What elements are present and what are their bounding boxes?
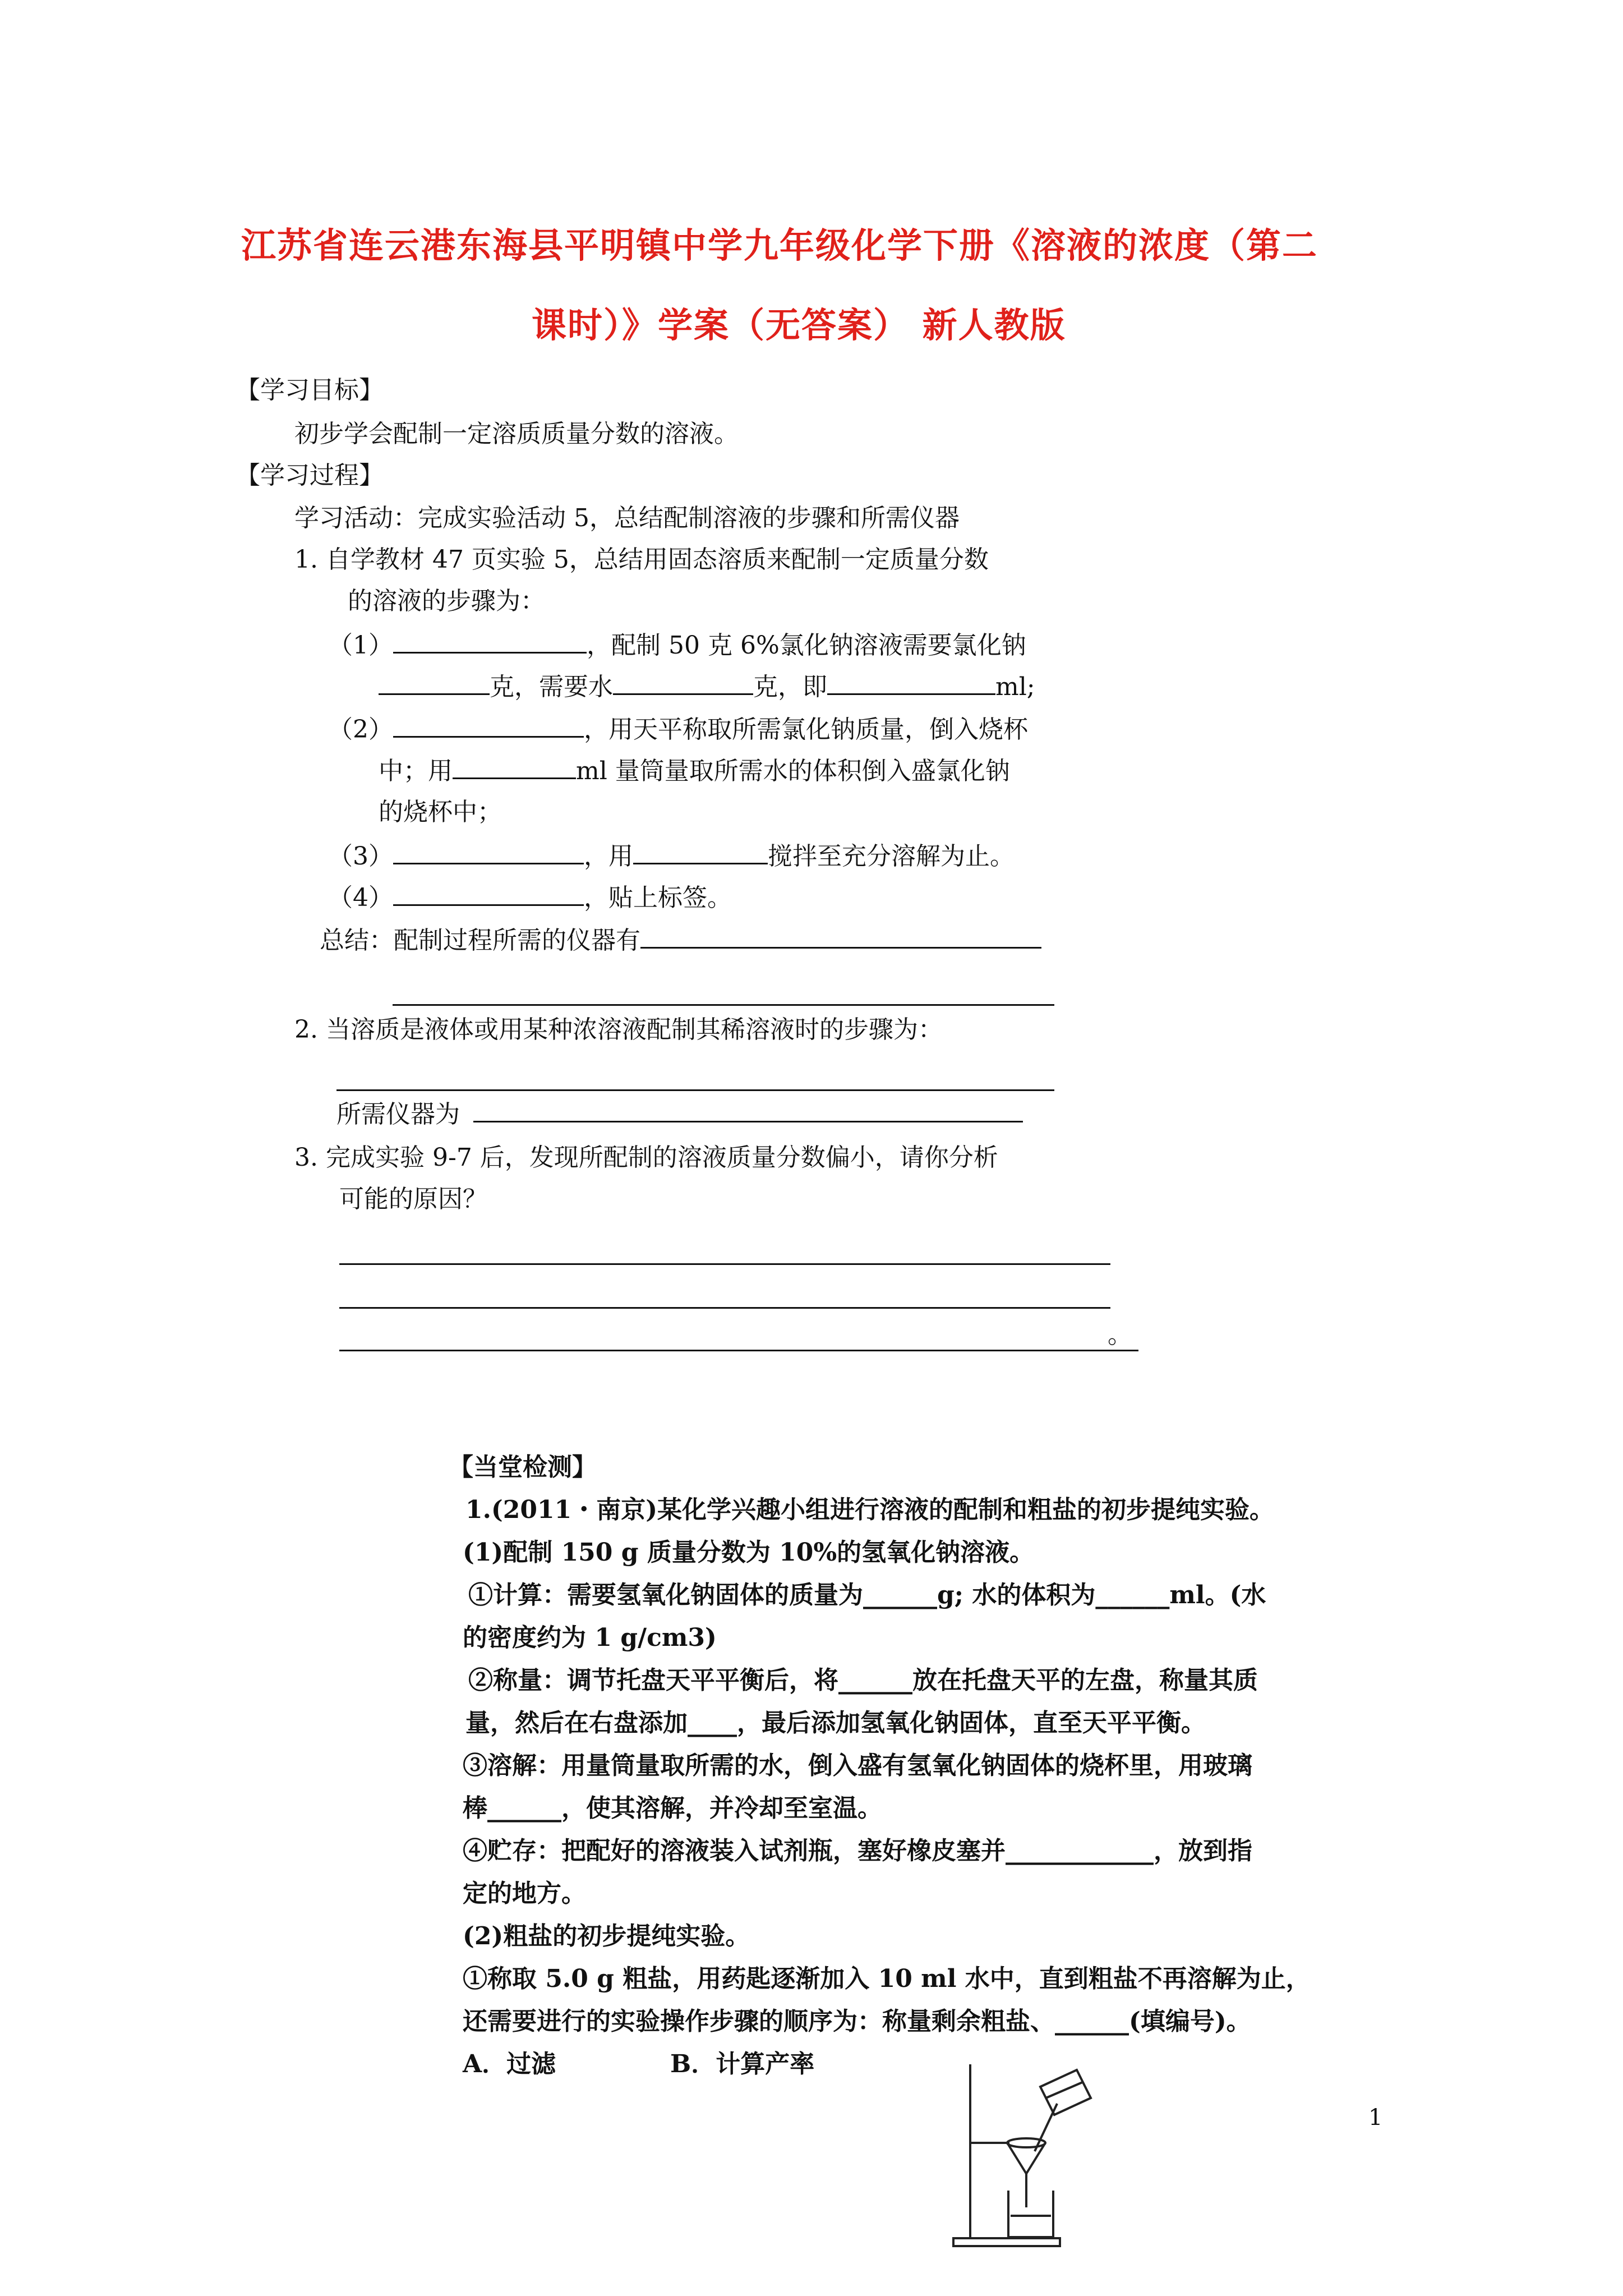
weigh-line-b: 量，然后在右盘添加____，最后添加氢氧化钠固体，直至天平平衡。 (465, 1709, 1206, 1737)
water-volume-blank[interactable] (827, 671, 995, 695)
summary-line: 总结：配制过程所需的仪器有 (320, 924, 1041, 956)
check-q1: 1.(2011・南京)某化学兴趣小组进行溶液的配制和粗盐的初步提纯实验。 (465, 1496, 1275, 1524)
q2-line1: 2. 当溶质是液体或用某种浓溶液配制其稀溶液时的步骤为： (294, 1015, 943, 1044)
q3-line1: 3. 完成实验 9-7 后，发现所配制的溶液质量分数偏小，请你分析 (294, 1143, 998, 1172)
check-part1: (1)配制 150 g 质量分数为 10%的氢氧化钠溶液。 (463, 1538, 1035, 1567)
dissolve-line-a: ③溶解：用量筒量取所需的水，倒入盛有氢氧化钠固体的烧杯里，用玻璃 (463, 1751, 1252, 1780)
step4-blank[interactable] (393, 882, 584, 906)
activity-text: 学习活动：完成实验活动 5，总结配制溶液的步骤和所需仪器 (294, 504, 960, 532)
step2-line-b: 中；用 ml 量筒量取所需水的体积倒入盛氯化钠 (379, 755, 1010, 787)
step1-line-b: 克，需要水 克，即 ml; (379, 671, 1035, 703)
step1-line-a: （1） ，配制 50 克 6%氯化钠溶液需要氯化钠 (328, 629, 1026, 661)
purify-line-a: ①称取 5.0 g 粗盐，用药匙逐渐加入 10 ml 水中，直到粗盐不再溶解为止， (463, 1964, 1311, 1993)
weigh-line-a: ②称量：调节托盘天平平衡后，将______放在托盘天平的左盘，称量其质 (468, 1666, 1258, 1695)
q3-answer-line-2[interactable] (339, 1307, 1110, 1309)
option-a: A．过滤 (463, 2050, 556, 2078)
q1-line1: 1. 自学教材 47 页实验 5，总结用固态溶质来配制一定质量分数 (294, 545, 989, 574)
step2-blank[interactable] (393, 714, 584, 738)
step3-line: （3） ，用 搅拌至充分溶解为止。 (328, 840, 1015, 872)
check-part2: (2)粗盐的初步提纯实验。 (463, 1922, 750, 1950)
step2-line-c: 的烧杯中； (379, 798, 502, 826)
step1-blank[interactable] (393, 629, 587, 654)
goal-text: 初步学会配制一定溶质质量分数的溶液。 (294, 420, 739, 448)
calc-line-b: 的密度约为 1 g/cm3) (463, 1623, 717, 1652)
store-line-a: ④贮存：把配好的溶液装入试剂瓶，塞好橡皮塞并____________，放到指 (463, 1837, 1252, 1865)
check-heading: 【当堂检测】 (449, 1453, 597, 1481)
goal-heading: 【学习目标】 (236, 376, 384, 404)
step4-line: （4） ，贴上标签。 (328, 882, 732, 914)
q3-end-mark: 。 (1108, 1320, 1132, 1349)
step2-line-a: （2） ，用天平称取所需氯化钠质量，倒入烧杯 (328, 714, 1028, 746)
page-number: 1 (1368, 2105, 1383, 2131)
filtration-apparatus-illustration (942, 2053, 1110, 2255)
q1-line2: 的溶液的步骤为： (348, 587, 545, 615)
cylinder-size-blank[interactable] (453, 755, 576, 779)
option-b: B．计算产率 (670, 2050, 815, 2078)
page-title-line2: 课时）》学案（无答案） 新人教版 (532, 305, 1066, 346)
q2-instruments-blank[interactable] (473, 1098, 1023, 1122)
store-line-b: 定的地方。 (463, 1879, 586, 1908)
purify-line-b: 还需要进行的实验操作步骤的顺序为：称量剩余粗盐、______(填编号)。 (463, 2007, 1251, 2036)
q3-line2: 可能的原因？ (339, 1185, 487, 1213)
summary-blank-line2[interactable] (393, 1004, 1054, 1006)
q2-answer-line[interactable] (336, 1089, 1054, 1091)
process-heading: 【学习过程】 (236, 461, 384, 490)
dissolve-line-b: 棒______，使其溶解，并冷却至室温。 (463, 1794, 882, 1823)
q3-answer-line-1[interactable] (339, 1263, 1110, 1265)
page-title-line1: 江苏省连云港东海县平明镇中学九年级化学下册《溶液的浓度（第二 (241, 225, 1318, 266)
nacl-mass-blank[interactable] (379, 671, 490, 695)
summary-blank[interactable] (640, 924, 1041, 949)
q2-instruments-line: 所需仪器为 (336, 1098, 1023, 1130)
water-mass-blank[interactable] (613, 671, 753, 695)
stir-tool-blank[interactable] (633, 840, 768, 864)
q3-answer-line-3[interactable] (339, 1350, 1138, 1351)
step3-blank[interactable] (393, 840, 584, 864)
calc-line-a: ①计算：需要氢氧化钠固体的质量为______g; 水的体积为______ml。(水 (468, 1581, 1266, 1609)
